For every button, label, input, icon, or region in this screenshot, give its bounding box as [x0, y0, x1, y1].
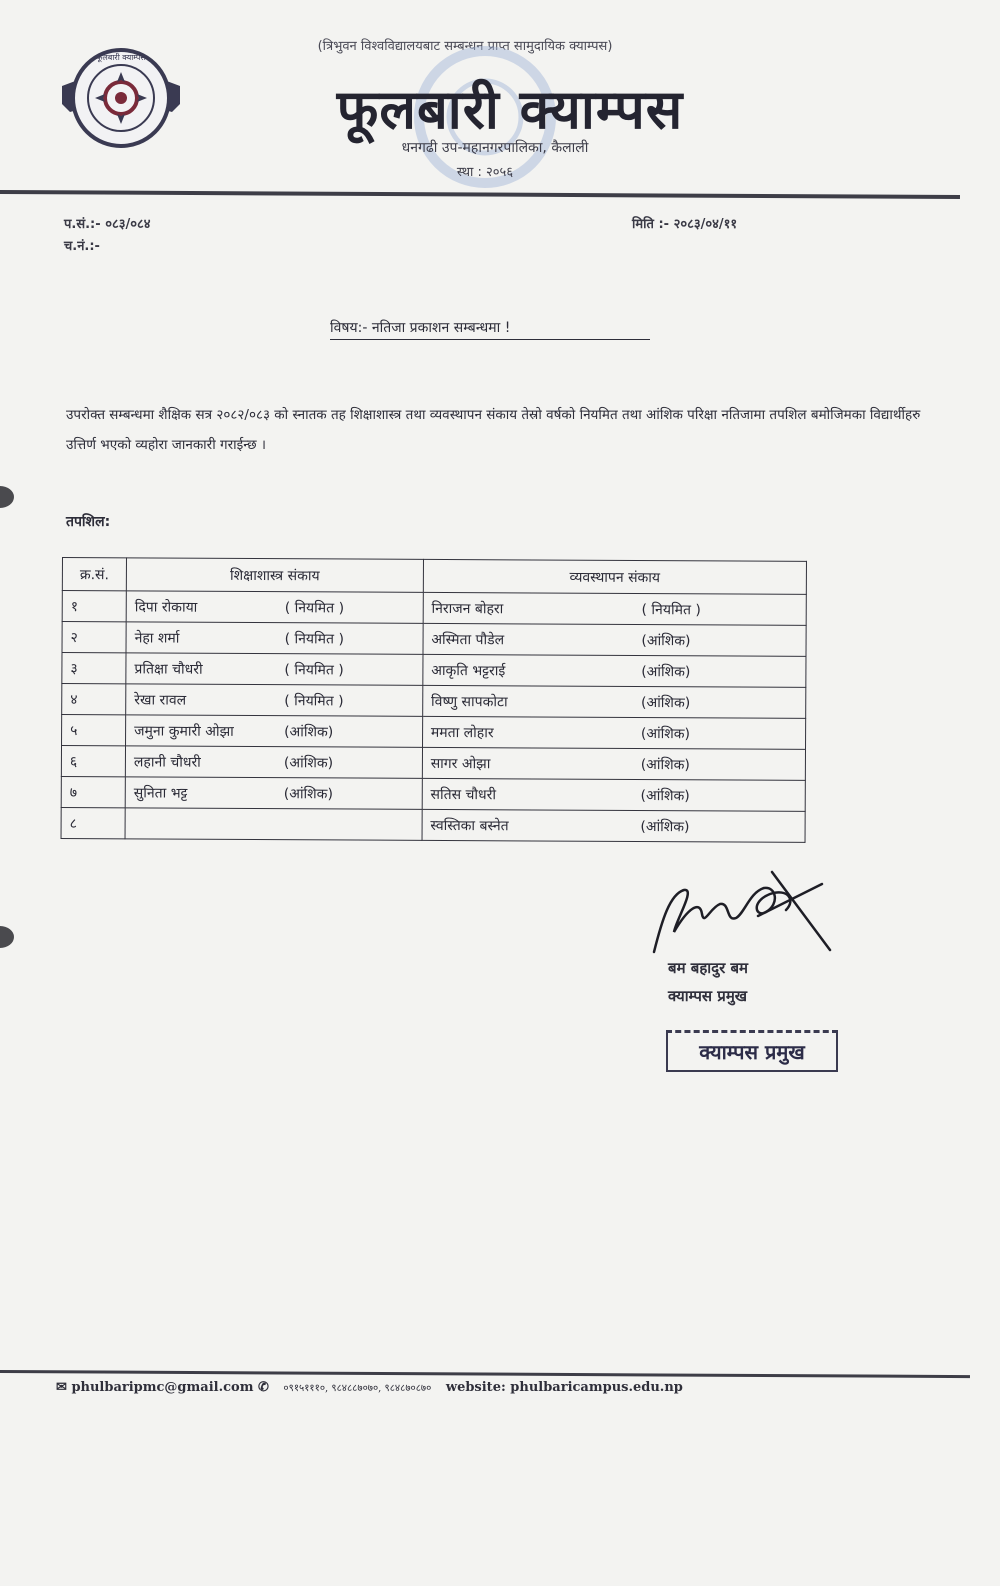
signature-mark	[640, 860, 840, 970]
logo-seal-text: फूलबारी क्याम्पस	[96, 53, 146, 62]
education-status: ( नियमित )	[284, 692, 344, 709]
management-student-name: विष्णु सापकोटा	[431, 693, 508, 710]
education-status: ( नियमित )	[284, 599, 345, 616]
management-student-name: सतिस चौधरी	[430, 786, 497, 803]
management-student-name: आकृति भट्टराई	[431, 662, 506, 679]
management-status: (आंशिक)	[640, 818, 690, 835]
row-sn: ५	[62, 715, 126, 746]
education-status: (आंशिक)	[283, 754, 334, 771]
row-sn: ६	[61, 746, 125, 777]
education-student-name: लहानी चौधरी	[133, 753, 201, 771]
education-cell	[125, 777, 422, 810]
dispatch-number	[64, 236, 100, 254]
management-cell	[423, 654, 806, 687]
body-paragraph: उपरोक्त सम्बन्धमा शैक्षिक सत्र २०८२/०८३ को स्नातक तह शिक्षाशास्त्र तथा व्यवस्थापन संकाय तेस्रो वर्षको नियमित तथा आंशिक परिक्षा नतिजामा तपशिल बमोजिमका विद्यार्थीहरु उत्तिर्ण भएको व्यहोरा जानकारी गराईन्छ ।	[66, 407, 921, 453]
row-sn: १	[62, 591, 126, 622]
table-row	[62, 653, 806, 688]
reference-number	[64, 214, 151, 232]
footer-divider	[0, 1370, 970, 1378]
punch-hole	[0, 486, 14, 508]
row-sn: ४	[62, 684, 126, 715]
education-student-name: सुनिता भट्ट	[133, 784, 188, 802]
table-row	[62, 715, 806, 750]
management-status: (आंशिक)	[641, 694, 691, 711]
date-value: २०८३/०४/११	[673, 217, 738, 232]
subject-line: विषय:- नतिजा प्रकाशन सम्बन्धमा !	[330, 318, 650, 340]
management-status: (आंशिक)	[640, 756, 690, 773]
campus-logo	[58, 46, 184, 156]
education-cell	[125, 746, 422, 779]
details-heading: तपशिल:	[66, 514, 111, 530]
footer-contact	[56, 1380, 956, 1395]
footer-email: phulbaripmc@gmail.com	[71, 1380, 254, 1395]
header-education: शिक्षाशास्त्र संकाय	[126, 558, 423, 593]
education-status: ( नियमित )	[284, 630, 344, 647]
management-student-name: सागर ओझा	[430, 755, 491, 772]
education-status: (आंशिक)	[284, 723, 334, 740]
footer-website: website: phulbaricampus.edu.np	[445, 1380, 683, 1395]
footer-phones: ०९१५१११०, ९८४८८७०७०, ९८४८७०८७०	[283, 1383, 432, 1394]
management-cell	[422, 747, 805, 780]
management-cell	[423, 592, 806, 625]
education-cell	[126, 715, 423, 748]
management-cell	[423, 623, 806, 656]
affiliation-text: (त्रिभुवन विश्वविद्यालयबाट सम्बन्धन प्राप्त सामुदायिक क्याम्पस)	[317, 39, 613, 54]
management-status: (आंशिक)	[641, 632, 691, 649]
punch-hole	[0, 926, 14, 948]
phone-icon: ✆	[257, 1380, 269, 1395]
management-status: (आंशिक)	[640, 787, 690, 804]
management-cell	[422, 716, 805, 749]
established-year: स्था : २०५६	[456, 165, 514, 180]
header-sn: क्र.सं.	[62, 558, 126, 591]
education-status: ( नियमित )	[284, 661, 344, 678]
management-cell	[422, 809, 805, 842]
table-row	[62, 591, 806, 626]
email-icon: ✉	[56, 1380, 67, 1395]
table-header-row	[62, 558, 806, 595]
management-student-name: निराजन बोहरा	[431, 600, 504, 617]
ref-value: ०८३/०८४	[105, 217, 151, 232]
campus-address: धनगढी उप-महानगरपालिका, कैलाली	[401, 140, 589, 156]
education-cell	[126, 653, 423, 686]
signatory-designation: क्याम्पस प्रमुख	[668, 987, 748, 1005]
header-management: व्यवस्थापन संकाय	[423, 559, 806, 594]
management-status: ( नियमित )	[641, 601, 701, 618]
management-cell	[422, 778, 805, 811]
management-status: (आंशिक)	[640, 725, 691, 742]
row-sn: ८	[61, 807, 125, 838]
campus-name: फूलबारी क्याम्पस	[336, 78, 684, 141]
education-status: (आंशिक)	[283, 785, 333, 802]
education-student-name: नेहा शर्मा	[134, 629, 180, 647]
education-student-name	[134, 827, 284, 828]
education-cell	[126, 622, 423, 655]
table-row	[61, 807, 805, 842]
dispatch-label: च.नं.:-	[64, 239, 100, 254]
ref-label: प.सं.:-	[64, 217, 101, 232]
management-status: (आंशिक)	[641, 663, 691, 680]
row-sn: ३	[62, 653, 126, 684]
management-cell	[422, 685, 805, 718]
designation-stamp: क्याम्पस प्रमुख	[666, 1030, 838, 1072]
table-row	[62, 684, 806, 719]
signatory-name: बम बहादुर बम	[668, 959, 749, 977]
education-student-name: रेखा रावल	[134, 691, 187, 709]
letter-date	[632, 214, 737, 232]
row-sn: ७	[61, 776, 125, 807]
row-sn: २	[62, 622, 126, 653]
education-student-name: जमुना कुमारी ओझा	[134, 722, 234, 740]
education-cell	[125, 808, 422, 841]
result-table	[61, 557, 807, 843]
education-student-name: प्रतिक्षा चौधरी	[134, 660, 203, 678]
management-student-name: ममता लोहार	[430, 724, 494, 741]
table-row	[62, 622, 806, 657]
table-row	[61, 746, 805, 781]
table-row	[61, 776, 805, 811]
education-student-name: दिपा रोकाया	[134, 598, 198, 616]
management-student-name: स्वस्तिका बस्नेत	[430, 817, 509, 834]
date-label: मिति :-	[632, 217, 670, 232]
management-student-name: अस्मिता पौडेल	[431, 631, 505, 648]
education-cell	[126, 684, 423, 717]
education-cell	[126, 591, 423, 624]
